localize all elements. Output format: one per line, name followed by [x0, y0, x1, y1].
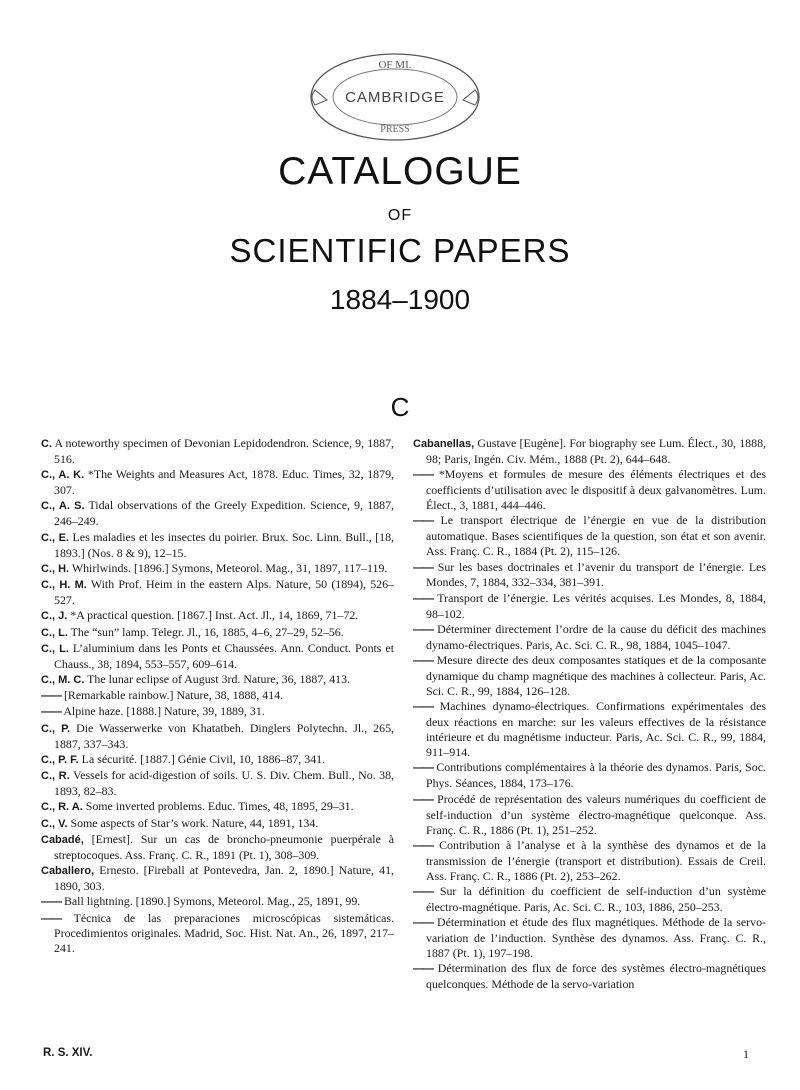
entry-text: The lunar eclipse of August 3rd. Nature, 36, 1887, 413.	[84, 671, 351, 686]
catalogue-entry	[41, 625, 394, 641]
entry-author: ——	[413, 885, 433, 898]
entry-author: C., P.	[41, 722, 71, 735]
entry-text: Détermination et étude des flux magnétiques. Méthode de la servo-variation de l’induction. Synthèse des dynamos. Ass. Franç. C. R., 1887 (Pt. 1), 197–198.	[426, 915, 766, 961]
catalogue-entry	[41, 832, 394, 863]
catalogue-entry	[413, 622, 766, 653]
entry-text: Déterminer directement l’ordre de la cause du déficit des machines dynamo-électriques. Paris, Ac. Sci. C. R., 98, 1884, 1045–1047.	[426, 621, 766, 652]
entry-author: ——	[413, 701, 433, 714]
catalogue-entry	[413, 513, 766, 559]
catalogue-entry	[41, 799, 394, 815]
catalogue-entry	[413, 838, 766, 884]
entry-author: C., H.	[41, 562, 70, 575]
catalogue-entry	[41, 816, 394, 832]
catalogue-entry	[41, 641, 394, 672]
entry-text: Técnica de las preparaciones microscópicas sistemáticas. Procedimientos originales. Madrid, Soc. Hist. Nat. An., 26, 1897, 217–241.	[54, 910, 394, 956]
catalogue-entry	[413, 792, 766, 838]
entry-text: Alpine haze. [1888.] Nature, 39, 1889, 31.	[61, 704, 265, 719]
entry-text: Contribution à l’analyse et à la synthèse des dynamos et de la transmission de l’énergie (transport et distribution). Essais de Creil. Ass. Franç. C. R., 1886 (Pt. 2), 253–262.	[426, 837, 766, 883]
entry-text: Les maladies et les insectes du poirier. Brux. Soc. Linn. Bull., [18, 1893.] (Nos. 8 & 9), 12–15.	[54, 529, 394, 560]
catalogue-entry	[413, 436, 766, 467]
entry-author: ——	[413, 623, 433, 636]
entry-text: Détermination des flux de force des systèmes électro-magnétiques quelconques. Méthode de la servo-variation	[426, 961, 766, 992]
entry-text: [Remarkable rainbow.] Nature, 38, 1888, 414.	[61, 688, 284, 703]
catalogue-entry	[413, 884, 766, 915]
catalogue-entry	[41, 752, 394, 768]
entry-author: ——	[413, 515, 433, 528]
entry-text: L’aluminium dans les Ponts et Chaussées. Ann. Conduct. Ponts et Chauss., 38, 1894, 553–557, 609–614.	[54, 640, 395, 671]
entry-author: C., A. K.	[41, 469, 85, 482]
entry-text: Sur la définition du coefficient de self-induction d’un système électro-magnétique. Paris, Ac. Sci. C. R., 103, 1886, 250–253.	[426, 883, 766, 914]
title-years: 1884–1900	[329, 284, 471, 315]
entry-text: With Prof. Heim in the eastern Alps. Nature, 50 (1894), 526–527.	[54, 577, 394, 608]
catalogue-entry	[413, 915, 766, 961]
entry-author: C., L.	[41, 626, 68, 639]
catalogue-entry	[41, 561, 394, 577]
entry-author: ——	[413, 592, 433, 605]
catalogue-entry	[41, 467, 394, 498]
entry-text: *Moyens et formules de mesure des éléments électriques et des coefficients d’utilisation avec le dispositif à deux galvanomètres. Lum. Élect., 3, 1881, 444–446.	[426, 467, 766, 513]
entry-text: Contributions complémentaires à la théorie des dynamos. Paris, Soc. Phys. Séances, 1884, 173–176.	[426, 760, 766, 791]
svg-text:CAMBRIDGE: CAMBRIDGE	[345, 89, 445, 106]
entry-text: Die Wasserwerke von Khatatbeh. Dinglers Polytechn. Jl., 265, 1887, 337–343.	[54, 720, 394, 751]
catalogue-entry	[41, 498, 394, 529]
entry-author: ——	[413, 762, 433, 775]
entry-text: Vessels for acid-digestion of soils. U. S. Div. Chem. Bull., No. 38, 1893, 82–83.	[54, 768, 394, 799]
right-column	[413, 436, 766, 992]
entry-text: *The Weights and Measures Act, 1878. Educ. Times, 32, 1879, 307.	[54, 467, 394, 498]
entry-text: Procédé de représentation des valeurs numériques du coefficient de self-induction d’un système électro-magnétique quelconque. Ass. Franç. C. R., 1886 (Pt. 1), 251–252.	[426, 791, 766, 837]
page-number: 1	[743, 1047, 749, 1061]
entry-author: Cabanellas,	[413, 438, 475, 450]
catalogue-entry	[41, 530, 394, 561]
svg-text:OF MI.: OF MI.	[378, 59, 412, 71]
catalogue-entry	[41, 577, 394, 608]
catalogue-entry	[41, 608, 394, 624]
entry-author: ——	[413, 963, 433, 976]
entry-text: Transport de l’énergie. Les vérités acquises. Les Mondes, 8, 1884, 98–102.	[426, 590, 766, 621]
entry-author: C., J.	[41, 610, 68, 623]
entry-author: C., M. C.	[41, 673, 85, 686]
entry-author: ——	[413, 655, 433, 668]
title-catalogue: CATALOGUE	[278, 150, 522, 193]
catalogue-entry	[413, 560, 766, 591]
entry-text: A noteworthy specimen of Devonian Lepidodendron. Science, 9, 1887, 516.	[52, 436, 394, 466]
entry-author: ——	[41, 896, 61, 909]
entry-text: Gustave [Eugène]. For biography see Lum. Élect., 30, 1888, 98; Paris, Ingén. Civ. Mém., 1888 (Pt. 2), 644–648.	[426, 436, 766, 466]
catalogue-entry	[413, 961, 766, 992]
catalogue-entry	[413, 760, 766, 791]
entry-author: ——	[413, 839, 433, 852]
catalogue-entry	[41, 704, 394, 720]
entry-text: Machines dynamo-électriques. Confirmations expérimentales des deux réactions en marche: sur les valeurs effectives de la résistance intérieure et du magnétisme inducteur. Paris, Ac. Sci. C. R., 99, 1884, 911–914.	[426, 699, 766, 760]
entry-author: C., P. F.	[41, 753, 79, 766]
catalogue-entry	[41, 768, 394, 799]
catalogue-entry	[413, 653, 766, 699]
catalogue-entry	[41, 894, 394, 910]
entry-author: C., R. A.	[41, 801, 83, 814]
entry-author: ——	[41, 912, 61, 925]
entry-author: ——	[413, 917, 433, 930]
entry-text: Sur les bases doctrinales et l’avenir du transport de l’énergie. Les Mondes, 7, 1884, 332–334, 381–391.	[426, 559, 766, 590]
title-of: OF	[387, 207, 413, 224]
catalogue-entry	[41, 672, 394, 688]
catalogue-entry	[41, 688, 394, 704]
entry-text: Ernesto. [Fireball at Pontevedra, Jan. 2, 1890.] Nature, 41, 1890, 303.	[54, 863, 394, 894]
catalogue-entry	[413, 591, 766, 622]
entry-text: La sécurité. [1887.] Génie Civil, 10, 1886–87, 341.	[78, 751, 326, 766]
entry-text: Some inverted problems. Educ. Times, 48, 1895, 29–31.	[82, 799, 354, 814]
entry-text: Mesure directe des deux composantes statiques et de la composante dynamique du champ magnétique des machines à collecteur. Paris, Ac. Sci. C. R., 99, 1884, 126–128.	[426, 653, 766, 699]
catalogue-entry	[41, 436, 394, 467]
entry-author: Caballero,	[41, 865, 95, 878]
signature-mark: R. S. XIV.	[43, 1047, 93, 1059]
university-seal-image	[305, 50, 485, 145]
catalogue-entry	[41, 863, 394, 894]
catalogue-entry	[41, 911, 394, 957]
catalogue-entry	[413, 699, 766, 760]
section-letter: C	[390, 392, 410, 422]
entry-author: ——	[413, 469, 433, 482]
entry-author: C., V.	[41, 817, 68, 830]
entry-author: ——	[413, 793, 433, 806]
entry-author: ——	[41, 706, 61, 719]
entry-text: [Ernest]. Sur un cas de broncho-pneumonie puerpérale à streptocoques. Ass. Franç. C. R., 1891 (Pt. 1), 308–309.	[54, 831, 394, 862]
entry-text: Le transport électrique de l’énergie en vue de la distribution automatique. Bases scientifiques de la question, son état et son avenir. Ass. Franç. C. R., 1884 (Pt. 2), 115–126.	[426, 513, 766, 559]
entry-text: The “sun” lamp. Telegr. Jl., 16, 1885, 4–6, 27–29, 52–56.	[67, 624, 344, 639]
entry-author: C., L.	[41, 642, 69, 655]
entry-author: C., A. S.	[41, 500, 85, 513]
entry-author: C., R.	[41, 770, 70, 783]
left-column	[41, 436, 394, 957]
entry-author: ——	[413, 561, 433, 574]
entry-author: C., E.	[41, 531, 70, 544]
entry-text: Whirlwinds. [1896.] Symons, Meteorol. Mag., 31, 1897, 117–119.	[69, 560, 388, 575]
entry-text: Ball lightning. [1890.] Symons, Meteorol. Mag., 25, 1891, 99.	[61, 894, 361, 909]
entry-text: Some aspects of Star’s work. Nature, 44, 1891, 134.	[67, 815, 319, 830]
entry-text: *A practical question. [1867.] Inst. Act. Jl., 14, 1869, 71–72.	[67, 608, 359, 623]
entry-author: C., H. M.	[41, 579, 87, 592]
entry-author: C.	[41, 438, 52, 450]
svg-text:PRESS: PRESS	[380, 124, 410, 135]
entry-author: Cabadé,	[41, 833, 84, 846]
entry-text: Tidal observations of the Greely Expedition. Science, 9, 1887, 246–249.	[54, 498, 394, 529]
catalogue-entry	[413, 467, 766, 513]
title-scientific-papers: SCIENTIFIC PAPERS	[229, 232, 571, 269]
entry-author: ——	[41, 690, 61, 703]
catalogue-entry	[41, 721, 394, 752]
